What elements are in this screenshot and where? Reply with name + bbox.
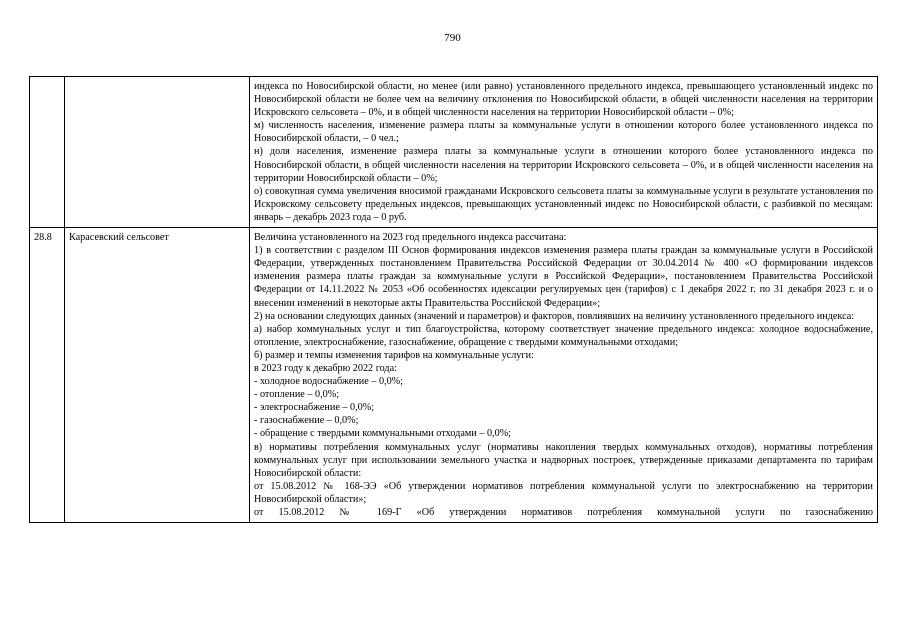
paragraph: в) нормативы потребления коммунальных услуг (нормативы накопления твердых коммунальных отходов), нормативы потребления коммунальных услуг при использовании земельного участка и надворных построек, утвержденные приказами департамента по тарифам Новосибирской области:: [254, 441, 873, 479]
table-row: [30, 228, 878, 523]
paragraph: о) совокупная сумма увеличения вносимой гражданами Искровского сельсовета платы за коммунальные услуги в результате установления по Искровскому сельсовету предельных индексов, превышающих установленный индекс по Новосибирской области, с разбивкой по месяцам: январь – декабрь 2023 года – 0 руб.: [254, 185, 873, 223]
paragraph: 2) на основании следующих данных (значений и параметров) и факторов, повлиявших на величину установленного предельного индекса:: [254, 310, 855, 322]
row-content-cell: [250, 228, 878, 523]
paragraph: - электроснабжение – 0,0%;: [254, 402, 375, 414]
row-content-cell: [250, 77, 878, 228]
paragraph: - отопление – 0,0%;: [254, 389, 340, 401]
row-name-cell: Карасевский сельсовет: [65, 228, 250, 523]
paragraph: - обращение с твердыми коммунальными отходами – 0,0%;: [254, 428, 512, 440]
paragraph: от 15.08.2012 № 168-ЭЭ «Об утверждении нормативов потребления коммунальной услуги по электроснабжению на территории Новосибирской области»;: [254, 480, 873, 505]
paragraph: 1) в соответствии с разделом III Основ формирования индексов изменения размера платы граждан за коммунальные услуги в Российской Федерации, утвержденных постановлением Правительства Российской Федерации от 30.04.2014 № 400 «О формировании индексов изменения размера платы граждан за коммунальные услуги в Российской Федерации», постановлением Правительства Российской Федерации от 14.11.2022 № 2053 «Об особенностях идексации регулируемых цен (тарифов) с 1 декабря 2022 г. по 31 декабря 2023 г. и о внесении изменений в некоторые акты Правительства Российской Федерации»;: [254, 245, 873, 309]
paragraph: Величина установленного на 2023 год предельного индекса рассчитана:: [254, 232, 567, 244]
paragraph: б) размер и темпы изменения тарифов на коммунальные услуги:: [254, 349, 534, 361]
paragraph: - газоснабжение – 0,0%;: [254, 415, 359, 427]
document-table: [29, 76, 878, 523]
row-number-cell: 28.8: [30, 228, 65, 523]
paragraph: в 2023 году к декабрю 2022 года:: [254, 362, 397, 374]
page-number: 790: [444, 32, 461, 44]
paragraph: н) доля населения, изменение размера платы за коммунальные услуги в отношении которого более установленного индекса по Новосибирской области, в общей численности населения на территории Искровского сельсовета – 0%, и в общей численности населения на территории Новосибирской области – 0%;: [254, 146, 873, 184]
row-name-cell: [65, 77, 250, 228]
paragraph: а) набор коммунальных услуг и тип благоустройства, которому соответствует значение предельного индекса: холодное водоснабжение, отопление, электроснабжение, газоснабжение, обращение с твердыми коммунальными отходами;: [254, 323, 873, 348]
paragraph: от 15.08.2012 № 169-Г «Об утверждении нормативов потребления коммунальной услуги по газоснабжению: [254, 507, 873, 518]
paragraph: индекса по Новосибирской области, но менее (или равно) установленного предельного индекса, превышающего установленный индекс по Новосибирской области не более чем на величину отклонения по Новосибирской области, в общей численности населения на территории Искровского сельсовета – 0%, и в общей численности населения на территории Новосибирской области – 0%;: [254, 81, 873, 119]
paragraph: м) численность населения, изменение размера платы за коммунальные услуги в отношении которого более установленного индекса по Новосибирской области, – 0 чел.;: [254, 120, 873, 145]
table-row: [30, 77, 878, 228]
row-number-cell: [30, 77, 65, 228]
paragraph: - холодное водоснабжение – 0,0%;: [254, 376, 403, 388]
